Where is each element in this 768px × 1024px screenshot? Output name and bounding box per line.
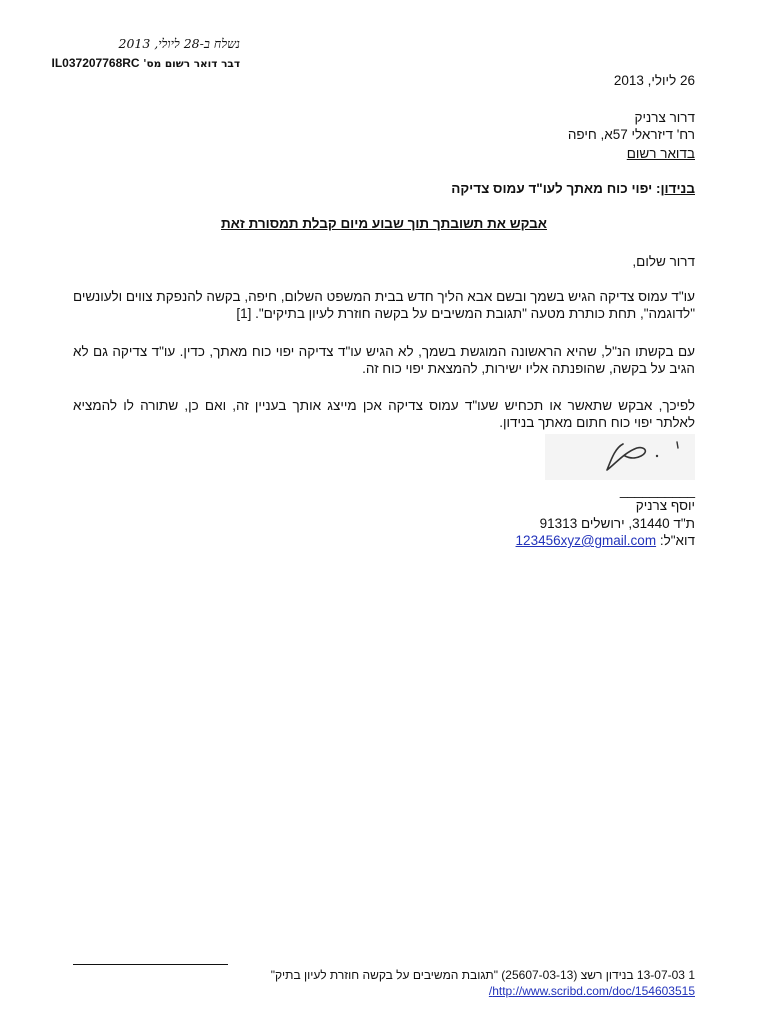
registered-mail-number (0, 56, 240, 70)
footnote-link[interactable]: http://www.scribd.com/doc/154603515/ (488, 984, 695, 998)
subject-label: בנידון (660, 181, 695, 196)
paragraph-2: עם בקשתו הנ"ל, שהיא הראשונה המוגשת בשמך, לא הגיש עו"ד צדיקה יפוי כוח מאתך, כדין. עו"ד צדיקה גם לא הגיב על בקשה, שהופנתה אליו ישירות, להמצאת יפוי כוח זה. (73, 344, 695, 376)
registered-label: דבר דואר רשום מס' (143, 58, 240, 70)
email-label: דוא"ל: (656, 533, 695, 548)
paragraph-3: לפיכך, אבקש שתאשר או תכחיש שעו"ד עמוס צדיקה אכן מייצג אותך בעניין זה, ואם כן, שתורה לו להמציא לאלתר יפוי כוח חתום מאתך בנידון. (73, 398, 695, 430)
signer-po-box: ת"ד 31440, ירושלים 91313 (539, 516, 695, 531)
greeting: דרור שלום, (632, 254, 695, 269)
demand-line (73, 215, 695, 232)
registered-number: IL037207768RC (51, 56, 140, 70)
demand-text: אבקש את תשובתך תוך שבוע מיום קבלת תמסורת זאת (220, 216, 548, 231)
signature-line: __________ (619, 483, 695, 498)
handwritten-signature (545, 434, 695, 480)
recipient-name: דרור צרניק (634, 110, 695, 125)
paragraph-1: עו"ד עמוס צדיקה הגיש בשמך ובשם אבא הליך חדש בבית המשפט השלום, חיפה, בקשה להנפקת צווים ולעונשים "לדוגמה", תחת כותרת מטעה "תגובת המשיבים על בקשה חוזרת לעיון בתיקים". [1] (73, 289, 695, 321)
subject-line (95, 180, 695, 197)
subject-text: : יפוי כוח מאתך לעו"ד עמוס צדיקה (451, 181, 661, 196)
delivery-method: בדואר רשום (626, 146, 695, 161)
footnote-divider (73, 964, 228, 965)
letter-date: 26 ליולי, 2013 (613, 73, 695, 88)
email-link[interactable]: 123456xyz@gmail.com (515, 533, 657, 548)
signer-email-line (295, 532, 695, 549)
recipient-address: רח' דיזראלי 57א, חיפה (567, 127, 695, 142)
sent-date-note: נשלח ב-28 ליולי, 2013 (118, 36, 240, 51)
footnote-text: 1 13-07-03 בנידון רשצ (25607-03-13) "תגובת המשיבים על בקשה חוזרת לעיון בתיק" (270, 968, 695, 982)
signer-name: יוסף צרניק (635, 498, 695, 513)
footnote-url-line (55, 984, 695, 998)
